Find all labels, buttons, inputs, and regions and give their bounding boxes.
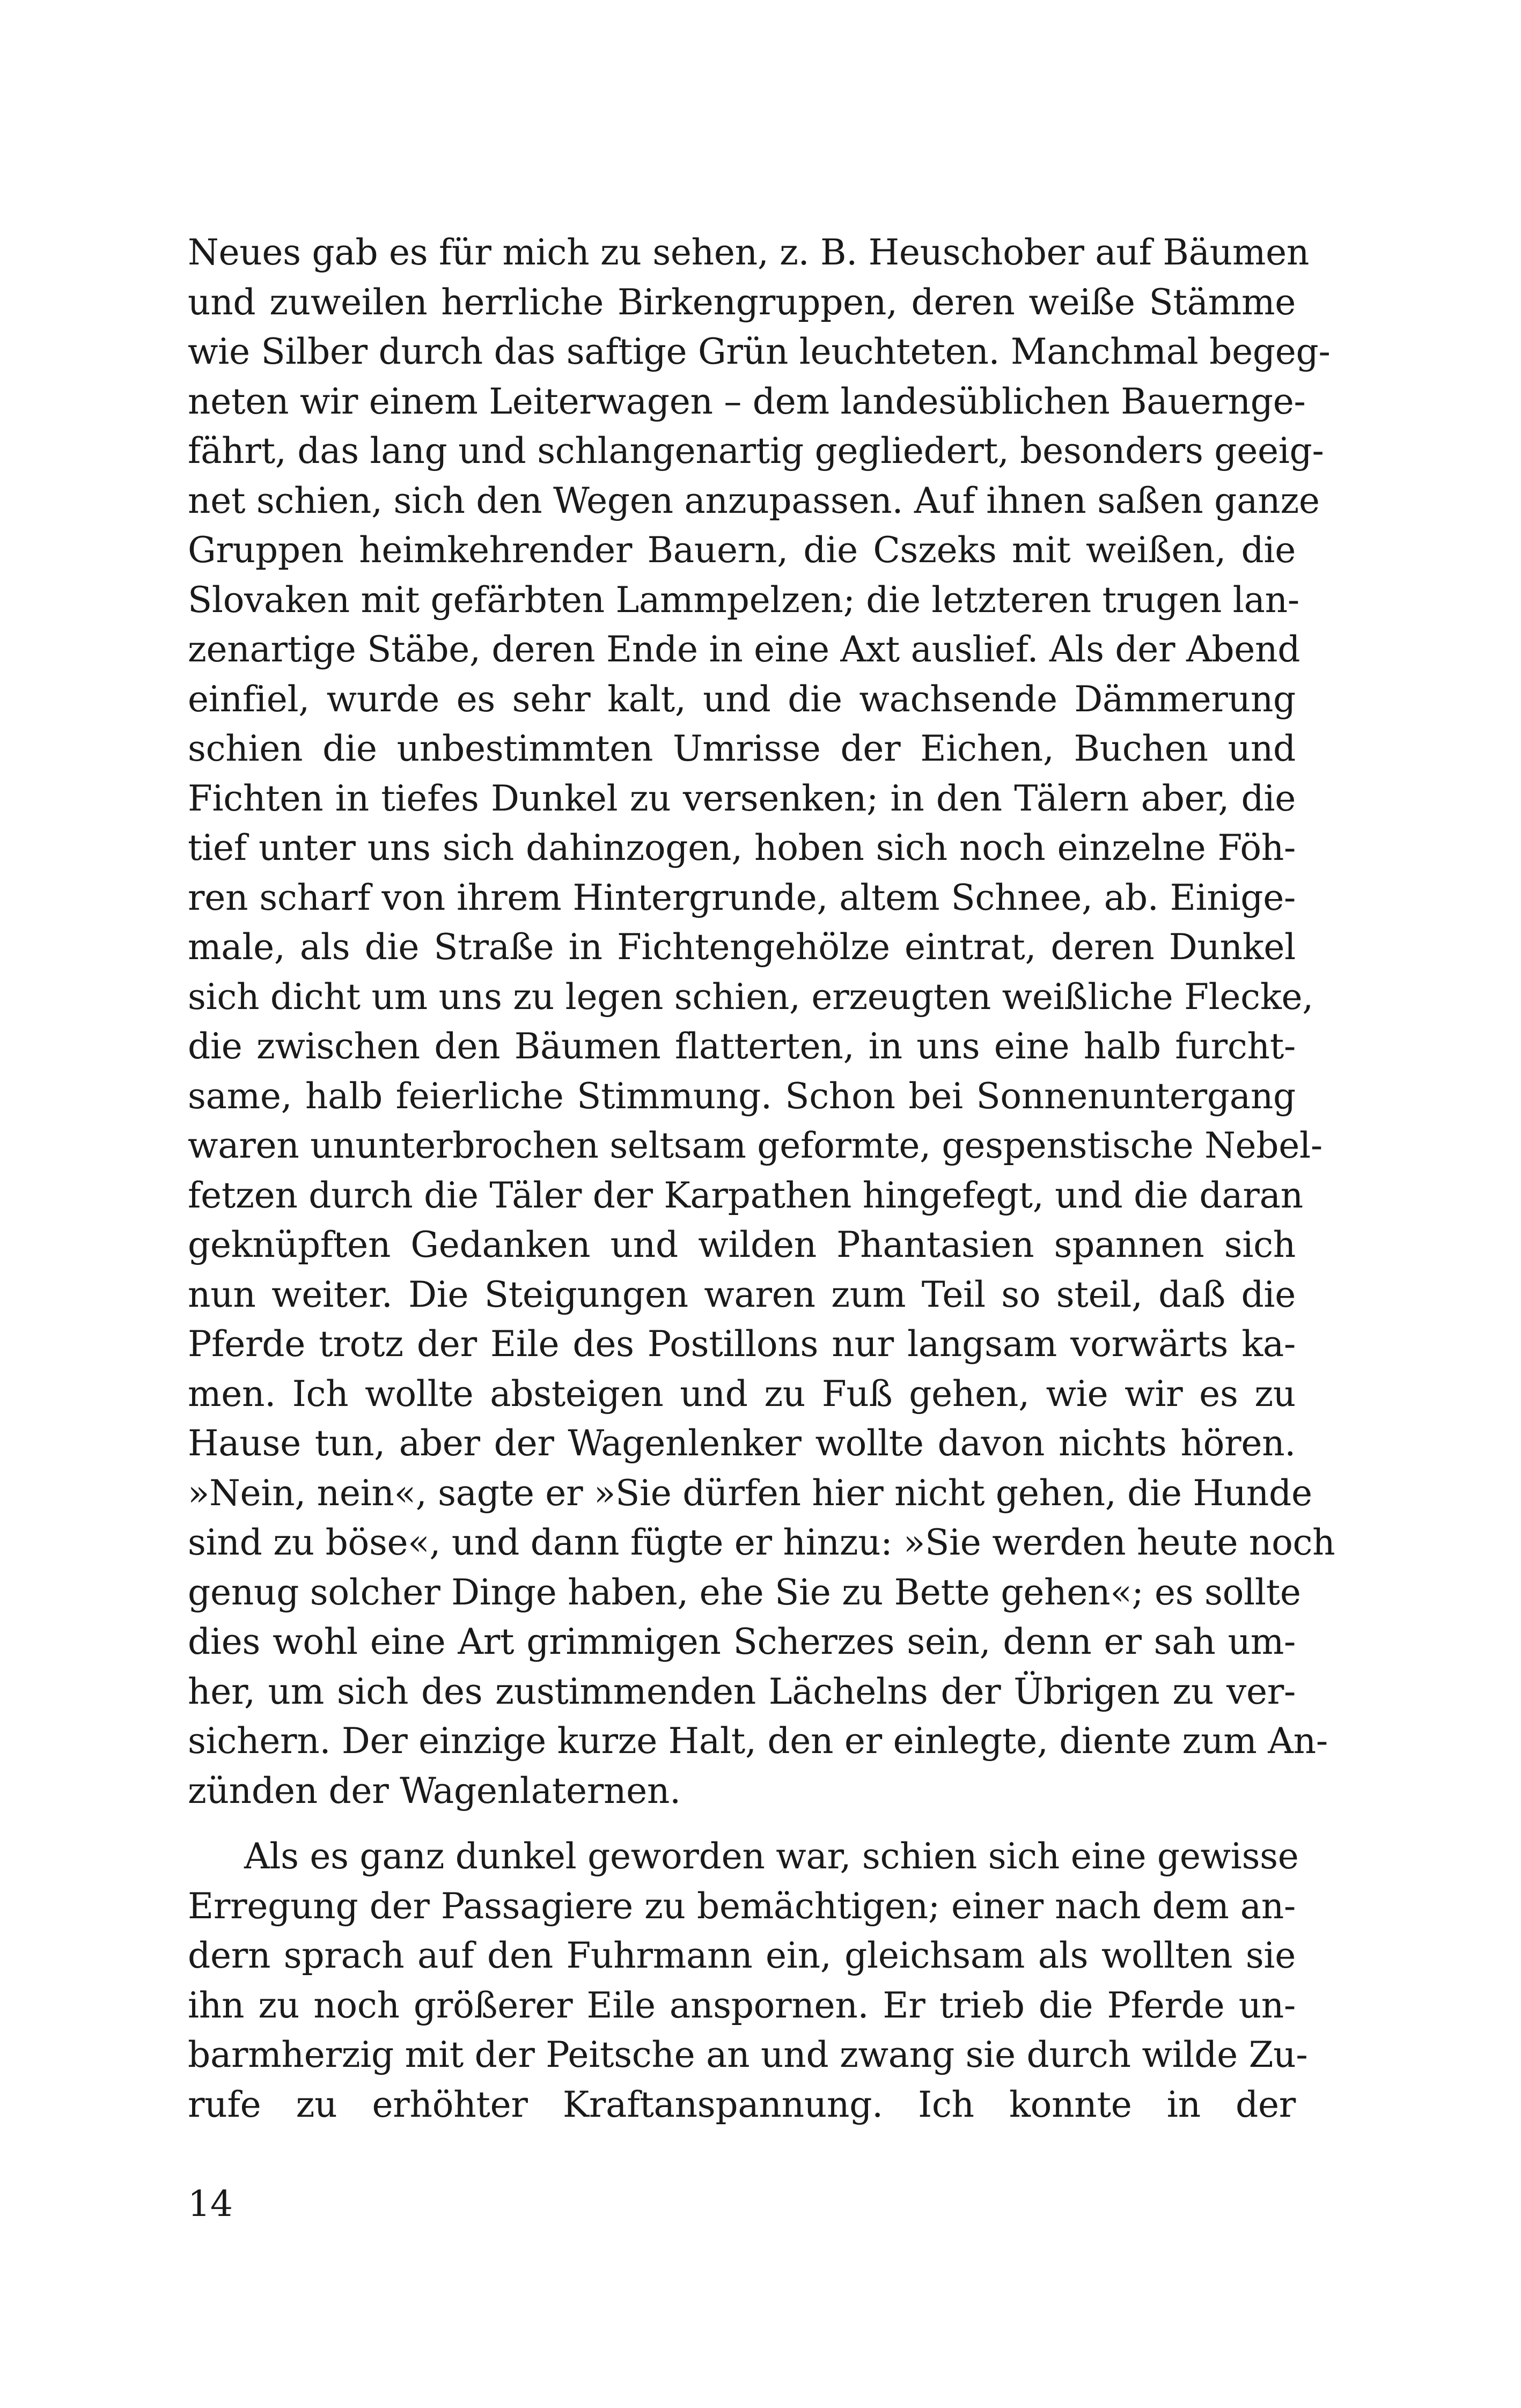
text-line: her, um sich des zustimmenden Lächelns der Übrigen zu ver- <box>188 1670 1296 1712</box>
text-line: net schien, sich den Wegen anzupassen. Auf ihnen saßen ganze <box>188 480 1320 521</box>
text-line: Slovaken mit gefärbten Lammpelzen; die letzteren trugen lan- <box>188 579 1299 621</box>
text-line: zenartige Stäbe, deren Ende in eine Axt auslief. Als der Abend <box>188 629 1300 670</box>
text-line: zünden der Wagenlaternen. <box>188 1770 681 1811</box>
text-line: fährt, das lang und schlangenartig gegliedert, besonders geeig- <box>188 430 1324 472</box>
text-line: Als es ganz dunkel geworden war, schien sich eine gewisse <box>244 1836 1299 1877</box>
text-line: same, halb feierliche Stimmung. Schon bei Sonnenuntergang <box>188 1075 1296 1117</box>
text-line: fetzen durch die Täler der Karpathen hingefegt, und die daran <box>188 1174 1303 1216</box>
body-text <box>188 228 1335 2130</box>
text-line: Hause tun, aber der Wagenlenker wollte davon nichts hören. <box>188 1423 1296 1464</box>
text-line: Pferde trotz der Eile des Postillons nur langsam vorwärts ka- <box>188 1323 1296 1365</box>
text-line: rufe zu erhöhter Kraftanspannung. Ich konnte in der <box>188 2083 1296 2125</box>
text-line: ihn zu noch größerer Eile anspornen. Er trieb die Pferde un- <box>188 1984 1296 2026</box>
paragraph-gap <box>188 1816 1296 1832</box>
text-line: sich dicht um uns zu legen schien, erzeugten weißliche Flecke, <box>188 976 1313 1018</box>
text-line: die zwischen den Bäumen flatterten, in uns eine halb furcht- <box>188 1026 1296 1067</box>
text-line: waren ununterbrochen seltsam geformte, gespenstische Nebel- <box>188 1125 1322 1166</box>
text-line: male, als die Straße in Fichtengehölze eintrat, deren Dunkel <box>188 926 1296 968</box>
paragraph-2 <box>188 1832 1308 2130</box>
text-line: neten wir einem Leiterwagen – dem landesüblichen Bauernge- <box>188 380 1306 422</box>
text-line: Neues gab es für mich zu sehen, z. B. Heuschober auf Bäumen <box>188 232 1310 273</box>
text-line: Erregung der Passagiere zu bemächtigen; einer nach dem an- <box>188 1885 1296 1927</box>
text-line: wie Silber durch das saftige Grün leuchteten. Manchmal begeg- <box>188 331 1331 372</box>
text-line: schien die unbestimmten Umrisse der Eichen, Buchen und <box>188 728 1296 769</box>
text-line: Fichten in tiefes Dunkel zu versenken; in den Tälern aber, die <box>188 777 1296 819</box>
text-line: men. Ich wollte absteigen und zu Fuß gehen, wie wir es zu <box>188 1373 1296 1415</box>
text-line: nun weiter. Die Steigungen waren zum Teil so steil, daß die <box>188 1273 1296 1315</box>
page-number: 14 <box>188 2183 233 2225</box>
text-line: sind zu böse«, und dann fügte er hinzu: »Sie werden heute noch <box>188 1522 1335 1563</box>
text-line: sichern. Der einzige kurze Halt, den er einlegte, diente zum An- <box>188 1720 1328 1762</box>
text-line: barmherzig mit der Peitsche an und zwang sie durch wilde Zu- <box>188 2034 1308 2075</box>
text-line: einfiel, wurde es sehr kalt, und die wachsende Dämmerung <box>188 678 1296 720</box>
text-line: »Nein, nein«, sagte er »Sie dürfen hier nicht gehen, die Hunde <box>188 1472 1312 1514</box>
text-line: ren scharf von ihrem Hintergrunde, altem Schnee, ab. Einige- <box>188 877 1296 918</box>
text-line: geknüpften Gedanken und wilden Phantasien spannen sich <box>188 1224 1296 1265</box>
text-line: Gruppen heimkehrender Bauern, die Cszeks mit weißen, die <box>188 529 1296 571</box>
text-line: genug solcher Dinge haben, ehe Sie zu Bette gehen«; es sollte <box>188 1571 1301 1613</box>
text-line: tief unter uns sich dahinzogen, hoben sich noch einzelne Föh- <box>188 827 1296 868</box>
paragraph-1 <box>188 228 1335 1816</box>
text-line: dern sprach auf den Fuhrmann ein, gleichsam als wollten sie <box>188 1935 1296 1976</box>
text-line: dies wohl eine Art grimmigen Scherzes sein, denn er sah um- <box>188 1621 1296 1662</box>
text-line: und zuweilen herrliche Birkengruppen, deren weiße Stämme <box>188 281 1296 323</box>
